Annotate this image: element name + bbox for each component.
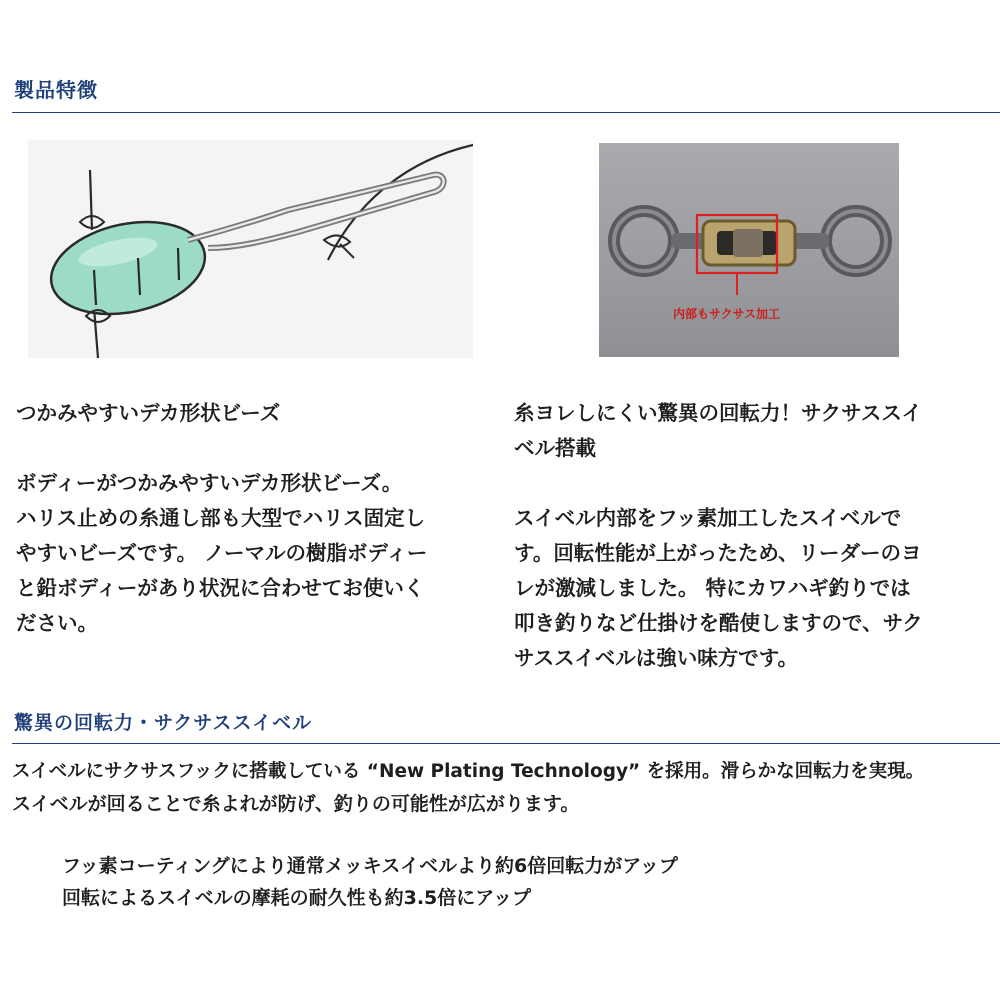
swivel-point-durability: 回転によるスイベルの摩耗の耐久性も約3.5倍にアップ	[62, 887, 531, 909]
section-heading-features: 製品特徴	[14, 78, 98, 102]
feature-beads-title: つかみやすいデカ形状ビーズ	[16, 401, 281, 425]
section-divider	[12, 112, 1000, 113]
feature-swivel-body: スイベル内部をフッ素加工したスイベルで す。回転性能が上がったため、リーダーのヨ レが激減しました。 特にカワハギ釣りでは 叩き釣りなど仕掛けを酷使しますので、サク サススイベルは強い味方です。	[514, 506, 923, 670]
swivel-description-line-1: スイベルにサクサスフックに搭載している “New Plating Technology” を採用。滑らかな回転力を実現。	[12, 761, 925, 782]
section-divider	[12, 743, 1000, 744]
feature-beads	[16, 361, 496, 676]
feature-beads-body: ボディーがつかみやすいデカ形状ビーズ。 ハリス止めの糸通し部も大型でハリス固定し やすいビーズです。 ノーマルの樹脂ボディー と鉛ボディーがあり状況に合わせてお使いく ださい。	[16, 471, 428, 635]
feature-swivel-title: 糸ヨレしにくい驚異の回転力！サクサススイ ベル搭載	[514, 401, 922, 460]
section-heading-swivel: 驚異の回転力・サクサススイベル	[14, 712, 313, 734]
swivel-description-line-2: スイベルが回ることで糸よれが防げ、釣りの可能性が広がります。	[12, 793, 580, 815]
swivel-photo	[599, 143, 899, 357]
photo-caption: 内部もサクサス加工	[673, 307, 781, 321]
bead-illustration	[28, 140, 473, 358]
swivel-point-rotation: フッ素コーティングにより通常メッキスイベルより約6倍回転力がアップ	[62, 855, 678, 877]
feature-swivel	[514, 361, 994, 711]
